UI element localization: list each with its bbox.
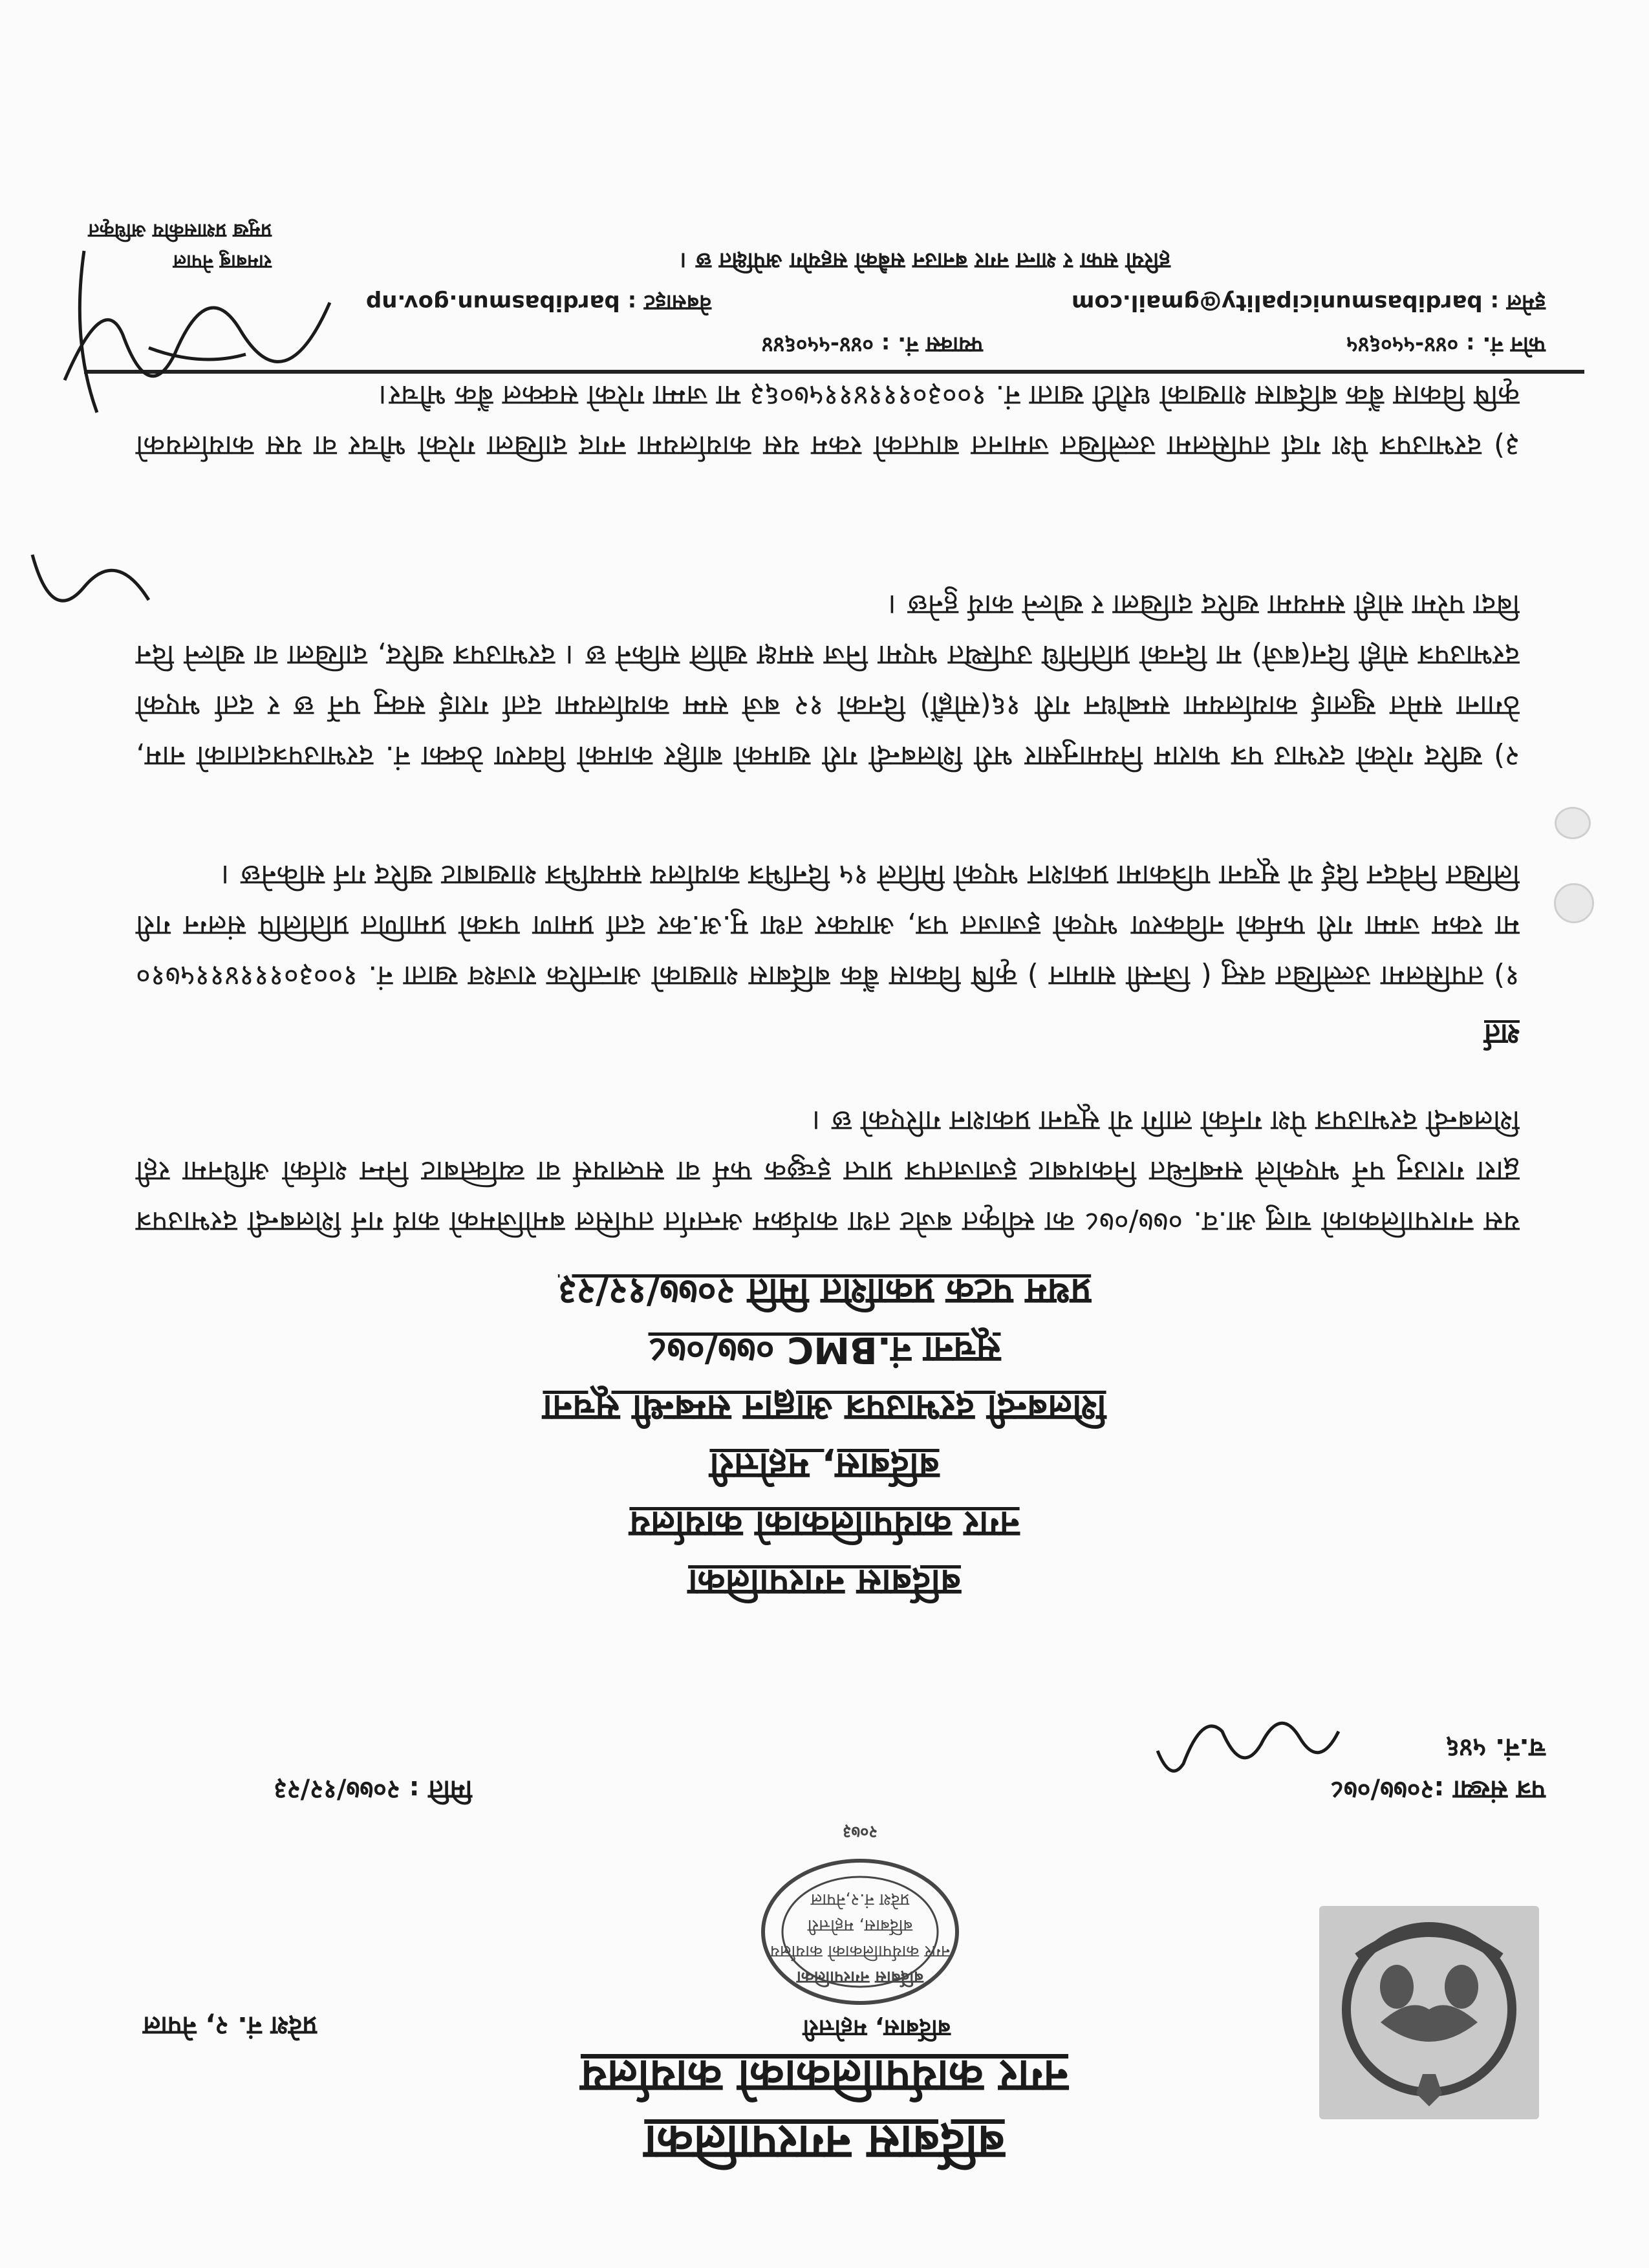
condition-2: २) खरिद गरेको दरभाउ पत्र फाराम नियमानुसार भरी शिलबन्दी गरी खामको बाहिर कामको विवरण ठेक्का नं. दरभाउपत्रदाताको नाम, ठेगाना समेत खुलाई कार्यालयमा सम्बोधन गरी १६(सोह्रौं) दिनको १२ बजे सम्म कार्यालयमा दर्ता गराई सक्नु पर्ने छ र दर्ता भएको दरभाउपत्र सोही दिन(बजे) मा दिनको प्रतिनिधि उपस्थित भएमा निज समक्ष खोलि सकिने छ । दरभाउपत्र खरिद, दाखिला वा खोल्ने दिन बिदा परेमा सोही समयमा खरिद दाखिला र खोल्ने कार्य हुनेछ । — [136, 588, 1520, 773]
seal-line: प्रदेश नं.२,नेपाल — [810, 1890, 910, 1909]
notice-location: बर्दिबास, महोत्तरी — [709, 1445, 940, 1487]
dispatch-number: च.नं. ५४६ — [1445, 1733, 1546, 1762]
fax-number: फ्याक्स नं. : ०४४-५५०६४४ — [761, 332, 983, 358]
notice-office: नगर कार्यपालिकाको कार्यालय — [629, 1503, 1020, 1545]
email-address: इमेल : bardibasmunicipality@gmail.com — [1071, 290, 1546, 316]
phone-number: फोन नं. : ०४४-५५०६४५ — [1346, 332, 1546, 358]
handwritten-dispatch — [1151, 1706, 1345, 1790]
website: वेबसाइट : bardibasmun.gov.np — [365, 290, 711, 316]
condition-3: ३) दरभाउपत्र पेश गर्दा तपसिलमा उल्लेखित जमानत बापतको रकम यस कार्यालयमा नगद दाखिला गरेको भौचर वा यस कार्यालयको कृषि विकास बैंक बर्दिबास शाखाको धरौटी खाता नं. १००३०१११४११५७०६३ मा जम्मा गरेको सक्कल बैंक भौचर। — [136, 379, 1520, 462]
office-name: नगर कार्यपालिकाको कार्यालय — [580, 2050, 1069, 2103]
notice-number: सूचना नं.BMC ०७७/०७८ — [648, 1329, 1001, 1371]
intro-paragraph: यस नगरपालिकाको चालु आ.व. ०७७/०७८ का स्वीकृत बजेट तथा कार्यक्रम अन्तर्गत तपसिल बमोजिमको कार्य गर्न शिलबन्दी दरभाउपत्र द्वारा गराउनु पर्ने भएकोले सम्बन्धित निकायबाट इजाजतपत्र प्राप्त इच्छुक फर्म वा सप्लायर्स वा व्यक्तिबाट निम्न शर्तको अधिनमा रही शिलबन्दी दरभाउपत्र पेश गर्नको लागि यो सूचना प्रकाशन गरिएको छ । — [136, 1104, 1520, 1238]
municipality-name: बर्दिबास नगरपालिका — [644, 2115, 1005, 2170]
office-seal — [724, 1783, 996, 2029]
signatory-title: प्रमुख प्रशासकीय अधिकृत — [88, 219, 272, 242]
handwritten-margin-note — [26, 535, 155, 613]
condition-1: १) तपसिलमा उल्लेखित वस्तु ( जिन्सी सामान ) कृषि विकास बैंक बर्दिबास शाखाको आन्तरिक राजश्व खाता नं. १००३०१११४११५७१० मा रकम जम्मा गरी फर्मको नविकरण भएको इजाजत पत्र, आयकर तथा मु.अ.कर दर्ता प्रमाण पत्रको प्रमाणित प्रतिलिपि संलग्न गरी लिखित निवेदन दिई यो सूचना पत्रिकामा प्रकाशन भएको मितिले १५ दिनभित्र कार्यालय समयभित्र शाखाबाट खरिद गर्न सकिनेछ । — [136, 859, 1520, 992]
province-text: प्रदेश नं. २, नेपाल — [143, 2011, 317, 2040]
location-text: बर्दिबास, महोत्तरी — [803, 2015, 951, 2041]
signature-block — [58, 215, 272, 277]
notice-title: शिलबन्दी दरभाउपत्र आह्वान सम्बन्धी सूचना — [543, 1387, 1106, 1429]
seal-line: बर्दिबास, महोत्तरी — [807, 1916, 913, 1935]
notice-publish-date: प्रथम पटक प्रकाशित मिति २०७७/१२/२३ — [557, 1270, 1092, 1312]
signatory-name: रामबाबु नेपाल — [173, 250, 272, 273]
issue-date: मिति : २०७७/१२/२३ — [274, 1775, 472, 1804]
conditions-heading: शर्त — [1484, 1018, 1520, 1051]
seal-line: बर्दिबास नगरपालिका — [797, 1967, 923, 1987]
seal-line: २०७३ — [842, 1822, 878, 1841]
notice-municipality: बर्दिबास नगरपालिका — [688, 1561, 961, 1603]
footer-note: हरियो सफा र शान्त नगर बनाउन सबैको सहयोग अपेक्षित छ । — [680, 248, 1170, 273]
ref-number: पत्र संख्या :२०७७/०७८ — [1330, 1775, 1546, 1804]
punch-hole — [1554, 883, 1594, 923]
seal-line: नगर कार्यपालिकाको कार्यालय — [770, 1942, 951, 1961]
punch-hole — [1555, 807, 1591, 839]
